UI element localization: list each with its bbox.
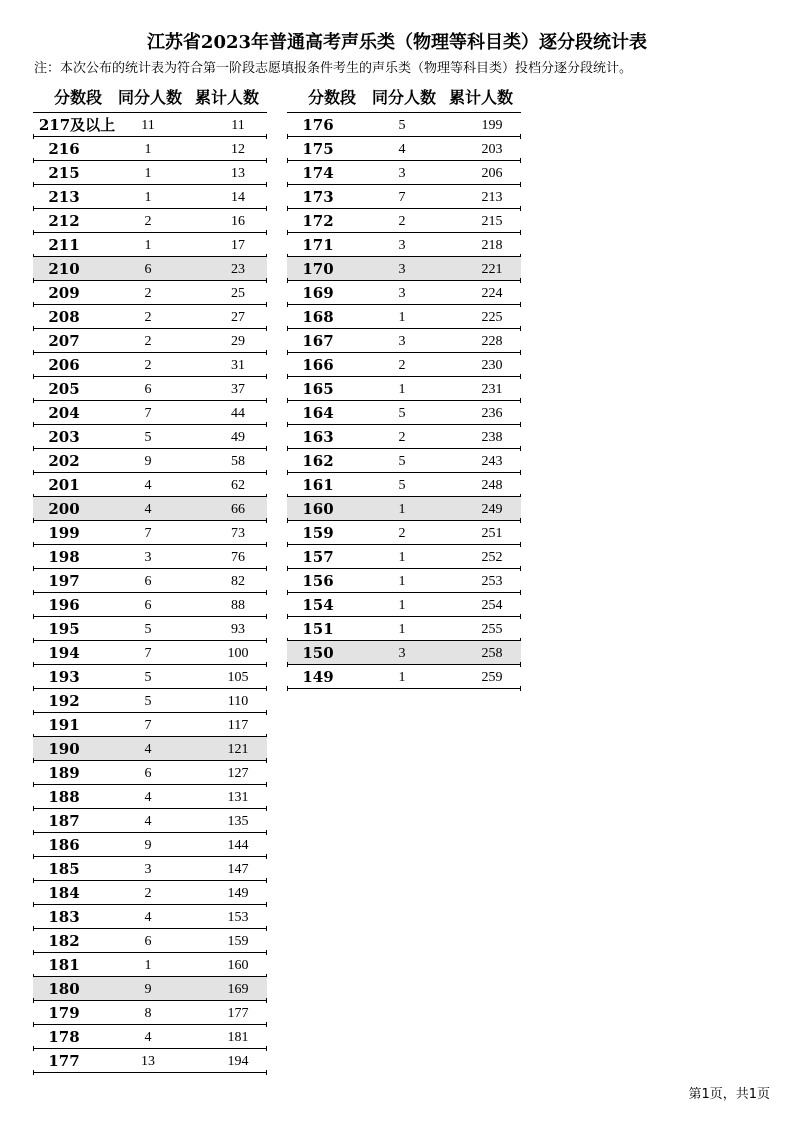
- cumulative-count-cell: 160: [227, 958, 249, 973]
- table-row: [287, 233, 521, 257]
- table-row: [33, 809, 267, 833]
- cumulative-count-cell: 49: [231, 430, 245, 445]
- same-score-count-cell: 5: [144, 430, 152, 445]
- same-score-count-cell: 1: [398, 622, 406, 637]
- table-row: [33, 905, 267, 929]
- score-cell: 186: [48, 836, 80, 854]
- table-row: [33, 1049, 267, 1073]
- cumulative-count-cell: 149: [227, 886, 249, 901]
- table-row: [287, 641, 521, 665]
- table-row: [33, 473, 267, 497]
- cumulative-count-cell: 230: [481, 358, 503, 373]
- table-row: [33, 209, 267, 233]
- cumulative-count-cell: 221: [481, 262, 503, 277]
- table-row: [33, 857, 267, 881]
- cumulative-count-cell: 248: [481, 478, 503, 493]
- same-score-count-cell: 4: [144, 1030, 152, 1045]
- same-score-count-cell: 5: [398, 454, 406, 469]
- table-row: [287, 305, 521, 329]
- header-same-score-count: 同分人数: [117, 88, 182, 107]
- cumulative-count-cell: 16: [231, 214, 245, 229]
- same-score-count-cell: 5: [398, 406, 406, 421]
- score-cell: 180: [48, 980, 80, 998]
- score-cell: 160: [302, 500, 334, 518]
- score-cell: 199: [48, 524, 80, 542]
- same-score-count-cell: 7: [144, 718, 152, 733]
- table-row: [33, 449, 267, 473]
- same-score-count-cell: 1: [398, 382, 406, 397]
- same-score-count-cell: 5: [144, 622, 152, 637]
- score-cell: 162: [302, 452, 334, 470]
- score-table-right: [287, 84, 521, 689]
- same-score-count-cell: 11: [141, 118, 155, 133]
- same-score-count-cell: 2: [144, 334, 152, 349]
- cumulative-count-cell: 231: [481, 382, 503, 397]
- table-row: [287, 377, 521, 401]
- score-cell: 217及以上: [38, 116, 116, 134]
- same-score-count-cell: 6: [144, 382, 152, 397]
- header-score-range: 分数段: [53, 88, 102, 107]
- same-score-count-cell: 1: [144, 238, 152, 253]
- same-score-count-cell: 2: [144, 286, 152, 301]
- table-row: [33, 281, 267, 305]
- table-row: [33, 761, 267, 785]
- table-row: [287, 665, 521, 689]
- same-score-count-cell: 1: [144, 958, 152, 973]
- same-score-count-cell: 1: [398, 574, 406, 589]
- score-cell: 187: [48, 812, 80, 830]
- same-score-count-cell: 3: [398, 262, 406, 277]
- same-score-count-cell: 4: [398, 142, 406, 157]
- score-cell: 211: [48, 236, 80, 254]
- score-cell: 188: [48, 788, 80, 806]
- table-row: [287, 281, 521, 305]
- same-score-count-cell: 7: [398, 190, 406, 205]
- cumulative-count-cell: 37: [231, 382, 245, 397]
- cumulative-count-cell: 121: [227, 742, 249, 757]
- same-score-count-cell: 1: [398, 670, 406, 685]
- cumulative-count-cell: 225: [481, 310, 503, 325]
- header-cumulative-count: 累计人数: [448, 88, 513, 107]
- score-cell: 204: [48, 404, 80, 422]
- cumulative-count-cell: 259: [481, 670, 503, 685]
- score-cell: 201: [48, 476, 80, 494]
- cumulative-count-cell: 243: [481, 454, 503, 469]
- score-cell: 191: [48, 716, 80, 734]
- table-row: [33, 257, 267, 281]
- table-row: [287, 185, 521, 209]
- table-row: [33, 641, 267, 665]
- score-cell: 165: [302, 380, 334, 398]
- table-row: [287, 425, 521, 449]
- cumulative-count-cell: 127: [227, 766, 249, 781]
- same-score-count-cell: 7: [144, 646, 152, 661]
- cumulative-count-cell: 258: [481, 646, 503, 661]
- same-score-count-cell: 4: [144, 478, 152, 493]
- cumulative-count-cell: 181: [227, 1030, 249, 1045]
- same-score-count-cell: 2: [144, 214, 152, 229]
- score-cell: 205: [48, 380, 80, 398]
- score-cell: 215: [48, 164, 80, 182]
- score-cell: 193: [48, 668, 80, 686]
- same-score-count-cell: 1: [398, 502, 406, 517]
- table-row: [287, 353, 521, 377]
- same-score-count-cell: 5: [144, 694, 152, 709]
- cumulative-count-cell: 238: [481, 430, 503, 445]
- table-row: [33, 617, 267, 641]
- score-cell: 216: [48, 140, 80, 158]
- score-cell: 171: [302, 236, 334, 254]
- table-row: [33, 305, 267, 329]
- score-cell: 208: [48, 308, 80, 326]
- score-cell: 192: [48, 692, 80, 710]
- score-cell: 172: [302, 212, 334, 230]
- same-score-count-cell: 9: [144, 454, 152, 469]
- cumulative-count-cell: 218: [481, 238, 503, 253]
- cumulative-count-cell: 199: [481, 118, 503, 133]
- cumulative-count-cell: 252: [481, 550, 503, 565]
- cumulative-count-cell: 255: [481, 622, 503, 637]
- same-score-count-cell: 7: [144, 406, 152, 421]
- same-score-count-cell: 1: [144, 190, 152, 205]
- same-score-count-cell: 1: [398, 310, 406, 325]
- cumulative-count-cell: 251: [481, 526, 503, 541]
- score-cell: 150: [302, 644, 334, 662]
- same-score-count-cell: 5: [398, 118, 406, 133]
- cumulative-count-cell: 88: [231, 598, 245, 613]
- table-row: [33, 425, 267, 449]
- table-body-right: [287, 113, 521, 689]
- score-cell: 169: [302, 284, 334, 302]
- table-row: [287, 401, 521, 425]
- score-cell: 206: [48, 356, 80, 374]
- table-row: [33, 521, 267, 545]
- cumulative-count-cell: 11: [231, 118, 245, 133]
- same-score-count-cell: 13: [141, 1054, 155, 1069]
- score-cell: 197: [48, 572, 80, 590]
- score-cell: 184: [48, 884, 80, 902]
- score-cell: 213: [48, 188, 80, 206]
- same-score-count-cell: 3: [144, 862, 152, 877]
- cumulative-count-cell: 236: [481, 406, 503, 421]
- score-cell: 210: [48, 260, 80, 278]
- score-cell: 164: [302, 404, 334, 422]
- table-row: [33, 353, 267, 377]
- table-header: [287, 84, 521, 113]
- table-body-left: [33, 113, 267, 1073]
- table-row: [33, 953, 267, 977]
- same-score-count-cell: 3: [398, 646, 406, 661]
- score-cell: 154: [302, 596, 334, 614]
- same-score-count-cell: 4: [144, 502, 152, 517]
- score-cell: 178: [48, 1028, 80, 1046]
- score-cell: 198: [48, 548, 80, 566]
- table-note: 注：本次公布的统计表为符合第一阶段志愿填报条件考生的声乐类（物理等科目类）投档分逐分段统计。: [34, 61, 633, 76]
- cumulative-count-cell: 17: [231, 238, 245, 253]
- table-header: [33, 84, 267, 113]
- same-score-count-cell: 5: [144, 670, 152, 685]
- table-row: [287, 257, 521, 281]
- score-cell: 185: [48, 860, 80, 878]
- same-score-count-cell: 4: [144, 814, 152, 829]
- score-cell: 181: [48, 956, 80, 974]
- cumulative-count-cell: 117: [227, 718, 249, 733]
- table-row: [287, 545, 521, 569]
- cumulative-count-cell: 254: [481, 598, 503, 613]
- table-row: [33, 329, 267, 353]
- table-row: [33, 785, 267, 809]
- cumulative-count-cell: 249: [481, 502, 503, 517]
- table-row: [287, 137, 521, 161]
- table-row: [33, 377, 267, 401]
- cumulative-count-cell: 14: [231, 190, 245, 205]
- cumulative-count-cell: 144: [227, 838, 249, 853]
- table-row: [287, 617, 521, 641]
- score-cell: 149: [302, 668, 334, 686]
- table-row: [33, 185, 267, 209]
- same-score-count-cell: 2: [398, 358, 406, 373]
- score-cell: 182: [48, 932, 80, 950]
- same-score-count-cell: 6: [144, 766, 152, 781]
- cumulative-count-cell: 62: [231, 478, 245, 493]
- cumulative-count-cell: 110: [227, 694, 249, 709]
- score-cell: 183: [48, 908, 80, 926]
- table-row: [33, 689, 267, 713]
- score-cell: 202: [48, 452, 80, 470]
- score-cell: 166: [302, 356, 334, 374]
- score-cell: 212: [48, 212, 80, 230]
- score-cell: 151: [302, 620, 334, 638]
- score-cell: 209: [48, 284, 80, 302]
- table-row: [287, 569, 521, 593]
- same-score-count-cell: 3: [144, 550, 152, 565]
- cumulative-count-cell: 93: [231, 622, 245, 637]
- cumulative-count-cell: 100: [227, 646, 249, 661]
- table-row: [33, 833, 267, 857]
- same-score-count-cell: 1: [144, 142, 152, 157]
- score-cell: 189: [48, 764, 80, 782]
- table-row: [287, 593, 521, 617]
- score-cell: 194: [48, 644, 80, 662]
- same-score-count-cell: 2: [398, 214, 406, 229]
- cumulative-count-cell: 169: [227, 982, 249, 997]
- cumulative-count-cell: 228: [481, 334, 503, 349]
- table-row: [33, 665, 267, 689]
- cumulative-count-cell: 224: [481, 286, 503, 301]
- same-score-count-cell: 2: [144, 310, 152, 325]
- same-score-count-cell: 8: [144, 1006, 152, 1021]
- table-row: [33, 1001, 267, 1025]
- same-score-count-cell: 3: [398, 238, 406, 253]
- score-cell: 200: [48, 500, 80, 518]
- same-score-count-cell: 6: [144, 934, 152, 949]
- table-row: [33, 497, 267, 521]
- same-score-count-cell: 2: [398, 430, 406, 445]
- table-row: [287, 521, 521, 545]
- cumulative-count-cell: 135: [227, 814, 249, 829]
- table-row: [33, 113, 267, 137]
- same-score-count-cell: 9: [144, 838, 152, 853]
- same-score-count-cell: 2: [398, 526, 406, 541]
- cumulative-count-cell: 12: [231, 142, 245, 157]
- table-row: [33, 929, 267, 953]
- score-cell: 163: [302, 428, 334, 446]
- same-score-count-cell: 7: [144, 526, 152, 541]
- table-row: [287, 161, 521, 185]
- score-cell: 176: [302, 116, 334, 134]
- cumulative-count-cell: 159: [227, 934, 249, 949]
- page-title: 江苏省2023年普通高考声乐类（物理等科目类）逐分段统计表: [146, 32, 648, 53]
- score-cell: 173: [302, 188, 334, 206]
- table-row: [33, 161, 267, 185]
- cumulative-count-cell: 66: [231, 502, 245, 517]
- score-cell: 196: [48, 596, 80, 614]
- table-row: [287, 473, 521, 497]
- cumulative-count-cell: 147: [227, 862, 249, 877]
- header-cumulative-count: 累计人数: [194, 88, 259, 107]
- score-cell: 195: [48, 620, 80, 638]
- score-cell: 168: [302, 308, 334, 326]
- table-row: [33, 881, 267, 905]
- table-row: [287, 497, 521, 521]
- header-same-score-count: 同分人数: [371, 88, 436, 107]
- score-cell: 203: [48, 428, 80, 446]
- cumulative-count-cell: 31: [231, 358, 245, 373]
- same-score-count-cell: 2: [144, 358, 152, 373]
- cumulative-count-cell: 82: [231, 574, 245, 589]
- score-cell: 167: [302, 332, 334, 350]
- cumulative-count-cell: 58: [231, 454, 245, 469]
- same-score-count-cell: 9: [144, 982, 152, 997]
- cumulative-count-cell: 27: [231, 310, 245, 325]
- score-cell: 179: [48, 1004, 80, 1022]
- cumulative-count-cell: 253: [481, 574, 503, 589]
- score-cell: 175: [302, 140, 334, 158]
- same-score-count-cell: 4: [144, 742, 152, 757]
- score-cell: 190: [48, 740, 80, 758]
- header-score-range: 分数段: [307, 88, 356, 107]
- table-row: [287, 329, 521, 353]
- score-table-left: [33, 84, 267, 1073]
- cumulative-count-cell: 213: [481, 190, 503, 205]
- table-row: [33, 977, 267, 1001]
- same-score-count-cell: 2: [144, 886, 152, 901]
- same-score-count-cell: 4: [144, 910, 152, 925]
- same-score-count-cell: 1: [144, 166, 152, 181]
- score-cell: 156: [302, 572, 334, 590]
- table-row: [33, 137, 267, 161]
- same-score-count-cell: 6: [144, 262, 152, 277]
- cumulative-count-cell: 206: [481, 166, 503, 181]
- table-row: [287, 209, 521, 233]
- score-cell: 159: [302, 524, 334, 542]
- score-cell: 207: [48, 332, 80, 350]
- table-row: [33, 545, 267, 569]
- cumulative-count-cell: 215: [481, 214, 503, 229]
- cumulative-count-cell: 76: [231, 550, 245, 565]
- cumulative-count-cell: 44: [231, 406, 245, 421]
- cumulative-count-cell: 23: [231, 262, 245, 277]
- cumulative-count-cell: 73: [231, 526, 245, 541]
- table-row: [33, 233, 267, 257]
- cumulative-count-cell: 25: [231, 286, 245, 301]
- table-row: [33, 713, 267, 737]
- table-row: [287, 449, 521, 473]
- cumulative-count-cell: 153: [227, 910, 249, 925]
- same-score-count-cell: 1: [398, 598, 406, 613]
- same-score-count-cell: 1: [398, 550, 406, 565]
- page-footer: 第1页，共1页: [688, 1087, 770, 1102]
- score-cell: 157: [302, 548, 334, 566]
- cumulative-count-cell: 13: [231, 166, 245, 181]
- table-row: [287, 113, 521, 137]
- table-row: [33, 593, 267, 617]
- table-row: [33, 1025, 267, 1049]
- cumulative-count-cell: 131: [227, 790, 249, 805]
- cumulative-count-cell: 29: [231, 334, 245, 349]
- cumulative-count-cell: 177: [227, 1006, 249, 1021]
- same-score-count-cell: 6: [144, 598, 152, 613]
- score-cell: 174: [302, 164, 334, 182]
- table-row: [33, 401, 267, 425]
- cumulative-count-cell: 203: [481, 142, 503, 157]
- table-row: [33, 569, 267, 593]
- same-score-count-cell: 3: [398, 286, 406, 301]
- same-score-count-cell: 5: [398, 478, 406, 493]
- score-cell: 177: [48, 1052, 80, 1070]
- same-score-count-cell: 4: [144, 790, 152, 805]
- same-score-count-cell: 3: [398, 166, 406, 181]
- same-score-count-cell: 6: [144, 574, 152, 589]
- score-cell: 170: [302, 260, 334, 278]
- cumulative-count-cell: 194: [227, 1054, 249, 1069]
- cumulative-count-cell: 105: [227, 670, 249, 685]
- score-cell: 161: [302, 476, 334, 494]
- same-score-count-cell: 3: [398, 334, 406, 349]
- table-row: [33, 737, 267, 761]
